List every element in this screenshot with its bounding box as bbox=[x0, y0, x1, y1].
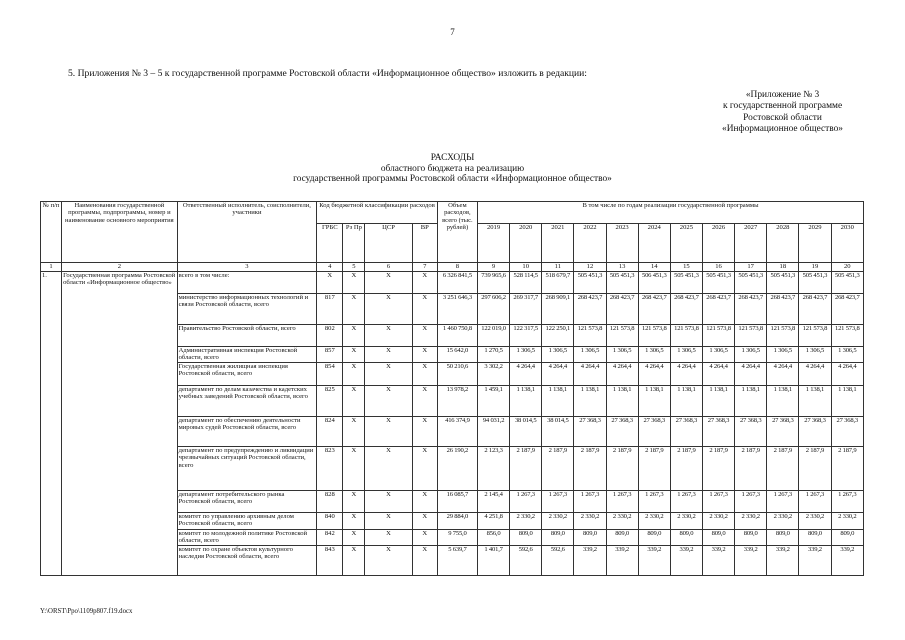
column-number: 6 bbox=[365, 263, 412, 272]
column-number: 3 bbox=[177, 263, 317, 272]
year-value-cell: 2 145,4 bbox=[477, 490, 509, 512]
header-year: 2022 bbox=[574, 224, 606, 263]
grbs-cell: 825 bbox=[317, 385, 343, 416]
rzpr-cell: X bbox=[343, 545, 365, 575]
year-value-cell: 2 187,9 bbox=[542, 446, 574, 490]
year-value-cell: 27 368,3 bbox=[767, 416, 799, 446]
year-value-cell: 2 330,2 bbox=[574, 512, 606, 529]
year-value-cell: 4 264,4 bbox=[670, 362, 702, 385]
grbs-cell: 854 bbox=[317, 362, 343, 385]
executor-cell: министерство информационных технологий и связи Ростовской области, всего bbox=[177, 294, 317, 325]
year-value-cell: 1 306,5 bbox=[702, 347, 734, 363]
year-value-cell: 1 138,1 bbox=[574, 385, 606, 416]
year-value-cell: 809,0 bbox=[670, 529, 702, 545]
year-value-cell: 2 187,9 bbox=[510, 446, 542, 490]
year-value-cell: 121 573,8 bbox=[574, 325, 606, 347]
year-value-cell: 1 267,3 bbox=[831, 490, 863, 512]
column-number: 10 bbox=[510, 263, 542, 272]
executor-cell: комитет по охране объектов культурного наследия Ростовской области, всего bbox=[177, 545, 317, 575]
appendix-line: к государственной программе bbox=[722, 101, 843, 112]
year-value-cell: 2 330,2 bbox=[735, 512, 767, 529]
year-value-cell: 592,6 bbox=[542, 545, 574, 575]
year-value-cell: 121 573,8 bbox=[799, 325, 831, 347]
total-cell: 29 884,0 bbox=[437, 512, 477, 529]
vr-cell: X bbox=[412, 294, 437, 325]
year-value-cell: 1 138,1 bbox=[638, 385, 670, 416]
csr-cell: X bbox=[365, 529, 412, 545]
year-value-cell: 27 368,3 bbox=[574, 416, 606, 446]
year-value-cell: 1 138,1 bbox=[702, 385, 734, 416]
year-value-cell: 1 267,3 bbox=[574, 490, 606, 512]
intro-paragraph: 5. Приложения № 3 – 5 к государственной программе Ростовской области «Информационное общество» изложить в редакции: bbox=[68, 68, 587, 79]
csr-cell: X bbox=[365, 325, 412, 347]
table-row bbox=[41, 272, 864, 294]
year-value-cell: 1 270,5 bbox=[477, 347, 509, 363]
year-value-cell: 339,2 bbox=[735, 545, 767, 575]
executor-cell: департамент по предупреждению и ликвидации чрезвычайных ситуаций Ростовской области, всего bbox=[177, 446, 317, 490]
year-value-cell: 339,2 bbox=[702, 545, 734, 575]
header-year: 2020 bbox=[510, 224, 542, 263]
year-value-cell: 1 267,3 bbox=[767, 490, 799, 512]
year-value-cell: 809,0 bbox=[574, 529, 606, 545]
year-value-cell: 339,2 bbox=[767, 545, 799, 575]
year-value-cell: 505 451,3 bbox=[702, 272, 734, 294]
appendix-line: «Информационное общество» bbox=[722, 124, 843, 135]
vr-cell: X bbox=[412, 529, 437, 545]
year-value-cell: 268 423,7 bbox=[799, 294, 831, 325]
column-number: 8 bbox=[437, 263, 477, 272]
year-value-cell: 1 267,3 bbox=[735, 490, 767, 512]
header-years-group: В том числе по годам реализации государственной программы bbox=[477, 202, 863, 224]
year-value-cell: 2 187,9 bbox=[606, 446, 638, 490]
csr-cell: X bbox=[365, 446, 412, 490]
year-value-cell: 809,0 bbox=[831, 529, 863, 545]
year-value-cell: 4 264,4 bbox=[542, 362, 574, 385]
year-value-cell: 4 264,4 bbox=[606, 362, 638, 385]
header-code: Код бюджетной классификации расходов bbox=[317, 202, 438, 224]
header-volume: Объем расходов, всего (тыс. рублей) bbox=[437, 202, 477, 263]
year-value-cell: 505 451,3 bbox=[574, 272, 606, 294]
appendix-line: «Приложение № 3 bbox=[745, 90, 820, 100]
total-cell: 50 210,6 bbox=[437, 362, 477, 385]
grbs-cell: 843 bbox=[317, 545, 343, 575]
vr-cell: X bbox=[412, 512, 437, 529]
year-value-cell: 2 330,2 bbox=[670, 512, 702, 529]
executor-cell: департамент по обеспечению деятельности мировых судей Ростовской области, всего bbox=[177, 416, 317, 446]
header-executor: Ответственный исполнитель, соисполнители, участники bbox=[177, 202, 317, 263]
column-number: 12 bbox=[574, 263, 606, 272]
year-value-cell: 27 368,3 bbox=[670, 416, 702, 446]
vr-cell: X bbox=[412, 385, 437, 416]
program-name: Государственная программа Ростовской области «Информационное общество» bbox=[62, 272, 178, 576]
column-number: 16 bbox=[702, 263, 734, 272]
year-value-cell: 122 317,5 bbox=[510, 325, 542, 347]
year-value-cell: 1 306,5 bbox=[542, 347, 574, 363]
year-value-cell: 1 267,3 bbox=[510, 490, 542, 512]
year-value-cell: 1 138,1 bbox=[510, 385, 542, 416]
csr-cell: X bbox=[365, 545, 412, 575]
total-cell: 6 326 841,5 bbox=[437, 272, 477, 294]
year-value-cell: 1 401,7 bbox=[477, 545, 509, 575]
year-value-cell: 4 264,4 bbox=[702, 362, 734, 385]
total-cell: 26 190,2 bbox=[437, 446, 477, 490]
rzpr-cell: X bbox=[343, 512, 365, 529]
year-value-cell: 809,0 bbox=[638, 529, 670, 545]
header-name: Наименования государственной программы, подпрограммы, номер и наименование основного мероприятия bbox=[62, 202, 178, 263]
year-value-cell: 1 267,3 bbox=[670, 490, 702, 512]
year-value-cell: 1 306,5 bbox=[574, 347, 606, 363]
grbs-cell: 840 bbox=[317, 512, 343, 529]
rzpr-cell: X bbox=[343, 347, 365, 363]
rzpr-cell: X bbox=[343, 416, 365, 446]
column-number: 14 bbox=[638, 263, 670, 272]
year-value-cell: 505 451,3 bbox=[670, 272, 702, 294]
year-value-cell: 268 423,7 bbox=[702, 294, 734, 325]
year-value-cell: 2 330,2 bbox=[606, 512, 638, 529]
year-value-cell: 27 368,3 bbox=[702, 416, 734, 446]
vr-cell: X bbox=[412, 490, 437, 512]
total-cell: 1 460 750,8 bbox=[437, 325, 477, 347]
column-number: 11 bbox=[542, 263, 574, 272]
year-value-cell: 1 306,5 bbox=[799, 347, 831, 363]
heading-title: РАСХОДЫ bbox=[430, 153, 475, 163]
year-value-cell: 2 123,3 bbox=[477, 446, 509, 490]
header-num: № п/п bbox=[41, 202, 62, 263]
year-value-cell: 2 330,2 bbox=[510, 512, 542, 529]
year-value-cell: 1 138,1 bbox=[606, 385, 638, 416]
year-value-cell: 1 306,5 bbox=[670, 347, 702, 363]
executor-cell: Правительство Ростовской области, всего bbox=[177, 325, 317, 347]
year-value-cell: 2 330,2 bbox=[767, 512, 799, 529]
year-value-cell: 2 187,9 bbox=[638, 446, 670, 490]
year-value-cell: 1 267,3 bbox=[542, 490, 574, 512]
row-number: 1. bbox=[41, 272, 62, 576]
column-number: 7 bbox=[412, 263, 437, 272]
grbs-cell: 857 bbox=[317, 347, 343, 363]
year-value-cell: 339,2 bbox=[831, 545, 863, 575]
year-value-cell: 2 187,9 bbox=[702, 446, 734, 490]
year-value-cell: 339,2 bbox=[670, 545, 702, 575]
year-value-cell: 339,2 bbox=[574, 545, 606, 575]
year-value-cell: 809,0 bbox=[702, 529, 734, 545]
year-value-cell: 739 965,6 bbox=[477, 272, 509, 294]
year-value-cell: 506 451,3 bbox=[638, 272, 670, 294]
header-year: 2028 bbox=[767, 224, 799, 263]
year-value-cell: 268 909,1 bbox=[542, 294, 574, 325]
year-value-cell: 1 267,3 bbox=[702, 490, 734, 512]
year-value-cell: 2 330,2 bbox=[638, 512, 670, 529]
year-value-cell: 809,0 bbox=[799, 529, 831, 545]
executor-cell: комитет по молодежной политике Ростовской области, всего bbox=[177, 529, 317, 545]
grbs-cell: 823 bbox=[317, 446, 343, 490]
year-value-cell: 505 451,3 bbox=[831, 272, 863, 294]
vr-cell: X bbox=[412, 347, 437, 363]
csr-cell: X bbox=[365, 512, 412, 529]
year-value-cell: 809,0 bbox=[542, 529, 574, 545]
header-year: 2027 bbox=[735, 224, 767, 263]
year-value-cell: 121 573,8 bbox=[767, 325, 799, 347]
page-number: 7 bbox=[450, 27, 455, 37]
year-value-cell: 856,0 bbox=[477, 529, 509, 545]
year-value-cell: 1 138,1 bbox=[735, 385, 767, 416]
year-value-cell: 297 606,2 bbox=[477, 294, 509, 325]
year-value-cell: 94 031,2 bbox=[477, 416, 509, 446]
year-value-cell: 121 573,8 bbox=[638, 325, 670, 347]
year-value-cell: 2 330,2 bbox=[702, 512, 734, 529]
csr-cell: X bbox=[365, 416, 412, 446]
vr-cell: X bbox=[412, 362, 437, 385]
year-value-cell: 505 451,3 bbox=[767, 272, 799, 294]
csr-cell: X bbox=[365, 490, 412, 512]
rzpr-cell: X bbox=[343, 294, 365, 325]
column-number: 5 bbox=[343, 263, 365, 272]
header-rzpr: Рз Пр bbox=[343, 224, 365, 263]
year-value-cell: 1 138,1 bbox=[767, 385, 799, 416]
year-value-cell: 1 138,1 bbox=[542, 385, 574, 416]
csr-cell: X bbox=[365, 294, 412, 325]
rzpr-cell: X bbox=[343, 362, 365, 385]
year-value-cell: 2 187,9 bbox=[799, 446, 831, 490]
rzpr-cell: X bbox=[343, 446, 365, 490]
total-cell: 15 642,0 bbox=[437, 347, 477, 363]
table-heading bbox=[0, 153, 905, 185]
year-value-cell: 809,0 bbox=[735, 529, 767, 545]
vr-cell: X bbox=[412, 545, 437, 575]
year-value-cell: 505 451,3 bbox=[735, 272, 767, 294]
total-cell: 5 639,7 bbox=[437, 545, 477, 575]
year-value-cell: 592,6 bbox=[510, 545, 542, 575]
year-value-cell: 505 451,3 bbox=[799, 272, 831, 294]
year-value-cell: 27 368,3 bbox=[799, 416, 831, 446]
year-value-cell: 2 187,9 bbox=[767, 446, 799, 490]
year-value-cell: 121 573,8 bbox=[670, 325, 702, 347]
year-value-cell: 2 187,9 bbox=[735, 446, 767, 490]
year-value-cell: 1 306,5 bbox=[606, 347, 638, 363]
header-year: 2024 bbox=[638, 224, 670, 263]
total-cell: 416 374,9 bbox=[437, 416, 477, 446]
year-value-cell: 268 423,7 bbox=[606, 294, 638, 325]
column-number: 9 bbox=[477, 263, 509, 272]
year-value-cell: 3 302,2 bbox=[477, 362, 509, 385]
year-value-cell: 2 330,2 bbox=[831, 512, 863, 529]
year-value-cell: 1 267,3 bbox=[638, 490, 670, 512]
year-value-cell: 268 423,7 bbox=[638, 294, 670, 325]
year-value-cell: 268 423,7 bbox=[670, 294, 702, 325]
file-path-footer: Y:\ORST\Ppo\1109p807.f19.docx bbox=[40, 608, 133, 615]
year-value-cell: 528 114,5 bbox=[510, 272, 542, 294]
year-value-cell: 2 187,9 bbox=[831, 446, 863, 490]
year-value-cell: 4 264,4 bbox=[638, 362, 670, 385]
column-number: 1 bbox=[41, 263, 62, 272]
rzpr-cell: X bbox=[343, 272, 365, 294]
executor-cell: Государственная жилищная инспекция Ростовской области, всего bbox=[177, 362, 317, 385]
column-number: 19 bbox=[799, 263, 831, 272]
year-value-cell: 1 267,3 bbox=[606, 490, 638, 512]
rzpr-cell: X bbox=[343, 325, 365, 347]
year-value-cell: 4 251,8 bbox=[477, 512, 509, 529]
rzpr-cell: X bbox=[343, 529, 365, 545]
year-value-cell: 27 368,3 bbox=[606, 416, 638, 446]
header-csr: ЦСР bbox=[365, 224, 412, 263]
year-value-cell: 518 679,7 bbox=[542, 272, 574, 294]
column-number: 2 bbox=[62, 263, 178, 272]
year-value-cell: 27 368,3 bbox=[638, 416, 670, 446]
grbs-cell: 842 bbox=[317, 529, 343, 545]
year-value-cell: 4 264,4 bbox=[735, 362, 767, 385]
csr-cell: X bbox=[365, 362, 412, 385]
executor-cell: департамент потребительского рынка Ростовской области, всего bbox=[177, 490, 317, 512]
header-grbs: ГРБС bbox=[317, 224, 343, 263]
year-value-cell: 1 459,1 bbox=[477, 385, 509, 416]
year-value-cell: 1 306,5 bbox=[510, 347, 542, 363]
header-year: 2030 bbox=[831, 224, 863, 263]
year-value-cell: 121 573,8 bbox=[606, 325, 638, 347]
header-year: 2019 bbox=[477, 224, 509, 263]
year-value-cell: 1 138,1 bbox=[799, 385, 831, 416]
year-value-cell: 4 264,4 bbox=[767, 362, 799, 385]
year-value-cell: 268 423,7 bbox=[735, 294, 767, 325]
header-vr: ВР bbox=[412, 224, 437, 263]
year-value-cell: 1 138,1 bbox=[831, 385, 863, 416]
grbs-cell: 802 bbox=[317, 325, 343, 347]
year-value-cell: 1 306,5 bbox=[638, 347, 670, 363]
year-value-cell: 268 423,7 bbox=[767, 294, 799, 325]
expenses-table bbox=[40, 201, 864, 576]
year-value-cell: 268 423,7 bbox=[574, 294, 606, 325]
total-cell: 16 085,7 bbox=[437, 490, 477, 512]
grbs-cell: 828 bbox=[317, 490, 343, 512]
vr-cell: X bbox=[412, 416, 437, 446]
executor-cell: департамент по делам казачества и кадетских учебных заведений Ростовской области, всего bbox=[177, 385, 317, 416]
year-value-cell: 27 368,3 bbox=[735, 416, 767, 446]
year-value-cell: 809,0 bbox=[767, 529, 799, 545]
year-value-cell: 4 264,4 bbox=[510, 362, 542, 385]
year-value-cell: 1 306,5 bbox=[735, 347, 767, 363]
year-value-cell: 4 264,4 bbox=[574, 362, 606, 385]
grbs-cell: 817 bbox=[317, 294, 343, 325]
year-value-cell: 269 317,7 bbox=[510, 294, 542, 325]
year-value-cell: 27 368,3 bbox=[831, 416, 863, 446]
executor-cell: Административная инспекция Ростовской области, всего bbox=[177, 347, 317, 363]
year-value-cell: 2 330,2 bbox=[542, 512, 574, 529]
executor-cell: всего в том числе: bbox=[177, 272, 317, 294]
year-value-cell: 38 014,5 bbox=[510, 416, 542, 446]
year-value-cell: 4 264,4 bbox=[831, 362, 863, 385]
year-value-cell: 1 306,5 bbox=[767, 347, 799, 363]
column-number: 20 bbox=[831, 263, 863, 272]
total-cell: 3 251 646,3 bbox=[437, 294, 477, 325]
year-value-cell: 4 264,4 bbox=[799, 362, 831, 385]
csr-cell: X bbox=[365, 272, 412, 294]
header-year: 2029 bbox=[799, 224, 831, 263]
appendix-line: Ростовской области bbox=[743, 112, 822, 123]
year-value-cell: 121 573,8 bbox=[831, 325, 863, 347]
year-value-cell: 1 267,3 bbox=[799, 490, 831, 512]
heading-line: областного бюджета на реализацию bbox=[380, 163, 525, 174]
year-value-cell: 268 423,7 bbox=[831, 294, 863, 325]
column-number: 18 bbox=[767, 263, 799, 272]
vr-cell: X bbox=[412, 325, 437, 347]
year-value-cell: 2 187,9 bbox=[670, 446, 702, 490]
year-value-cell: 339,2 bbox=[799, 545, 831, 575]
year-value-cell: 1 138,1 bbox=[670, 385, 702, 416]
grbs-cell: 824 bbox=[317, 416, 343, 446]
header-year: 2025 bbox=[670, 224, 702, 263]
column-number: 13 bbox=[606, 263, 638, 272]
year-value-cell: 121 573,8 bbox=[702, 325, 734, 347]
vr-cell: X bbox=[412, 446, 437, 490]
executor-cell: комитет по управлению архивным делом Ростовской области, всего bbox=[177, 512, 317, 529]
rzpr-cell: X bbox=[343, 490, 365, 512]
year-value-cell: 121 573,8 bbox=[735, 325, 767, 347]
rzpr-cell: X bbox=[343, 385, 365, 416]
year-value-cell: 1 306,5 bbox=[831, 347, 863, 363]
csr-cell: X bbox=[365, 385, 412, 416]
year-value-cell: 2 187,9 bbox=[574, 446, 606, 490]
year-value-cell: 809,0 bbox=[510, 529, 542, 545]
column-number: 17 bbox=[735, 263, 767, 272]
year-value-cell: 122 019,0 bbox=[477, 325, 509, 347]
year-value-cell: 505 451,3 bbox=[606, 272, 638, 294]
year-value-cell: 2 330,2 bbox=[799, 512, 831, 529]
year-value-cell: 339,2 bbox=[638, 545, 670, 575]
grbs-cell: X bbox=[317, 272, 343, 294]
total-cell: 9 755,0 bbox=[437, 529, 477, 545]
total-cell: 13 978,2 bbox=[437, 385, 477, 416]
header-year: 2021 bbox=[542, 224, 574, 263]
year-value-cell: 809,0 bbox=[606, 529, 638, 545]
column-number: 15 bbox=[670, 263, 702, 272]
year-value-cell: 122 250,1 bbox=[542, 325, 574, 347]
vr-cell: X bbox=[412, 272, 437, 294]
column-number: 4 bbox=[317, 263, 343, 272]
header-year: 2026 bbox=[702, 224, 734, 263]
year-value-cell: 339,2 bbox=[606, 545, 638, 575]
csr-cell: X bbox=[365, 347, 412, 363]
appendix-caption bbox=[722, 90, 843, 136]
year-value-cell: 38 014,5 bbox=[542, 416, 574, 446]
heading-line: государственной программы Ростовской области «Информационное общество» bbox=[293, 174, 612, 184]
header-year: 2023 bbox=[606, 224, 638, 263]
